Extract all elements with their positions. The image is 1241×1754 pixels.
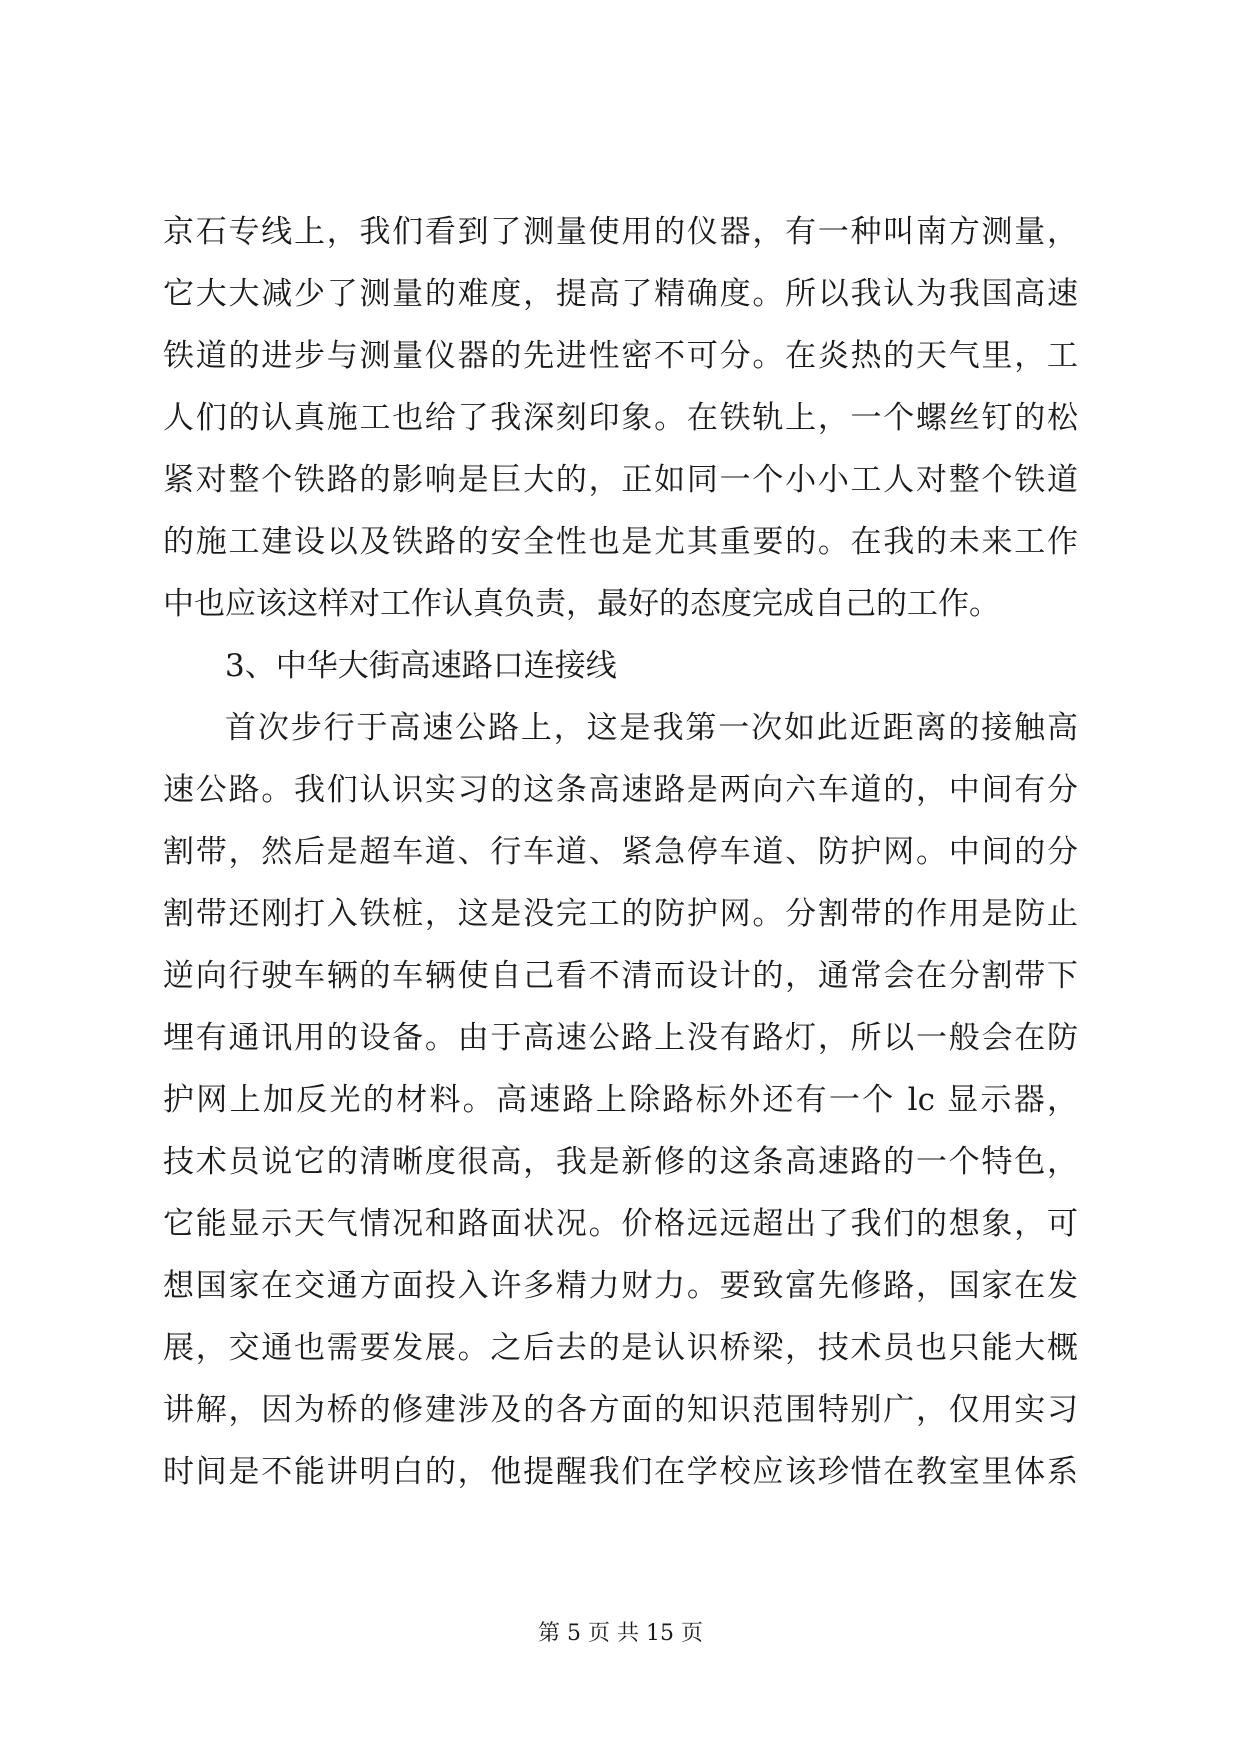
document-body bbox=[163, 201, 1078, 1503]
text-line: 讲解，因为桥的修建涉及的各方面的知识范围特别广，仅用实习 bbox=[163, 1392, 1078, 1428]
text-line: 想国家在交通方面投入许多精力财力。要致富先修路，国家在发 bbox=[163, 1268, 1078, 1304]
page-number-footer: 第 5 页 共 15 页 bbox=[538, 1621, 703, 1646]
text-line: 它大大减少了测量的难度，提高了精确度。所以我认为我国高速 bbox=[163, 276, 1078, 312]
text-line: 割带，然后是超车道、行车道、紧急停车道、防护网。中间的分 bbox=[163, 834, 1078, 870]
text-line: 京石专线上，我们看到了测量使用的仪器，有一种叫南方测量， bbox=[163, 214, 1078, 250]
text-line: 速公路。我们认识实习的这条高速路是两向六车道的，中间有分 bbox=[163, 772, 1078, 808]
text-line: 技术员说它的清晰度很高，我是新修的这条高速路的一个特色， bbox=[163, 1144, 1078, 1180]
text-line: 首次步行于高速公路上，这是我第一次如此近距离的接触高 bbox=[225, 710, 1078, 746]
text-line: 逆向行驶车辆的车辆使自己看不清而设计的，通常会在分割带下 bbox=[163, 958, 1078, 994]
section-heading: 3、中华大街高速路口连接线 bbox=[225, 648, 617, 684]
text-line: 人们的认真施工也给了我深刻印象。在铁轨上，一个螺丝钉的松 bbox=[163, 400, 1078, 436]
text-line: 中也应该这样对工作认真负责，最好的态度完成自己的工作。 bbox=[163, 586, 1000, 622]
text-line: 它能显示天气情况和路面状况。价格远远超出了我们的想象，可 bbox=[163, 1206, 1078, 1242]
text-line: 护网上加反光的材料。高速路上除路标外还有一个 lc 显示器， bbox=[163, 1082, 1078, 1118]
text-line: 展，交通也需要发展。之后去的是认识桥梁，技术员也只能大概 bbox=[163, 1330, 1078, 1366]
text-line: 紧对整个铁路的影响是巨大的，正如同一个小小工人对整个铁道 bbox=[163, 462, 1078, 498]
text-line: 埋有通讯用的设备。由于高速公路上没有路灯，所以一般会在防 bbox=[163, 1020, 1078, 1056]
text-line: 时间是不能讲明白的，他提醒我们在学校应该珍惜在教室里体系 bbox=[163, 1454, 1078, 1490]
text-line: 割带还刚打入铁桩，这是没完工的防护网。分割带的作用是防止 bbox=[163, 896, 1078, 932]
text-line: 的施工建设以及铁路的安全性也是尤其重要的。在我的未来工作 bbox=[163, 524, 1078, 560]
text-line: 铁道的进步与测量仪器的先进性密不可分。在炎热的天气里，工 bbox=[163, 338, 1078, 374]
